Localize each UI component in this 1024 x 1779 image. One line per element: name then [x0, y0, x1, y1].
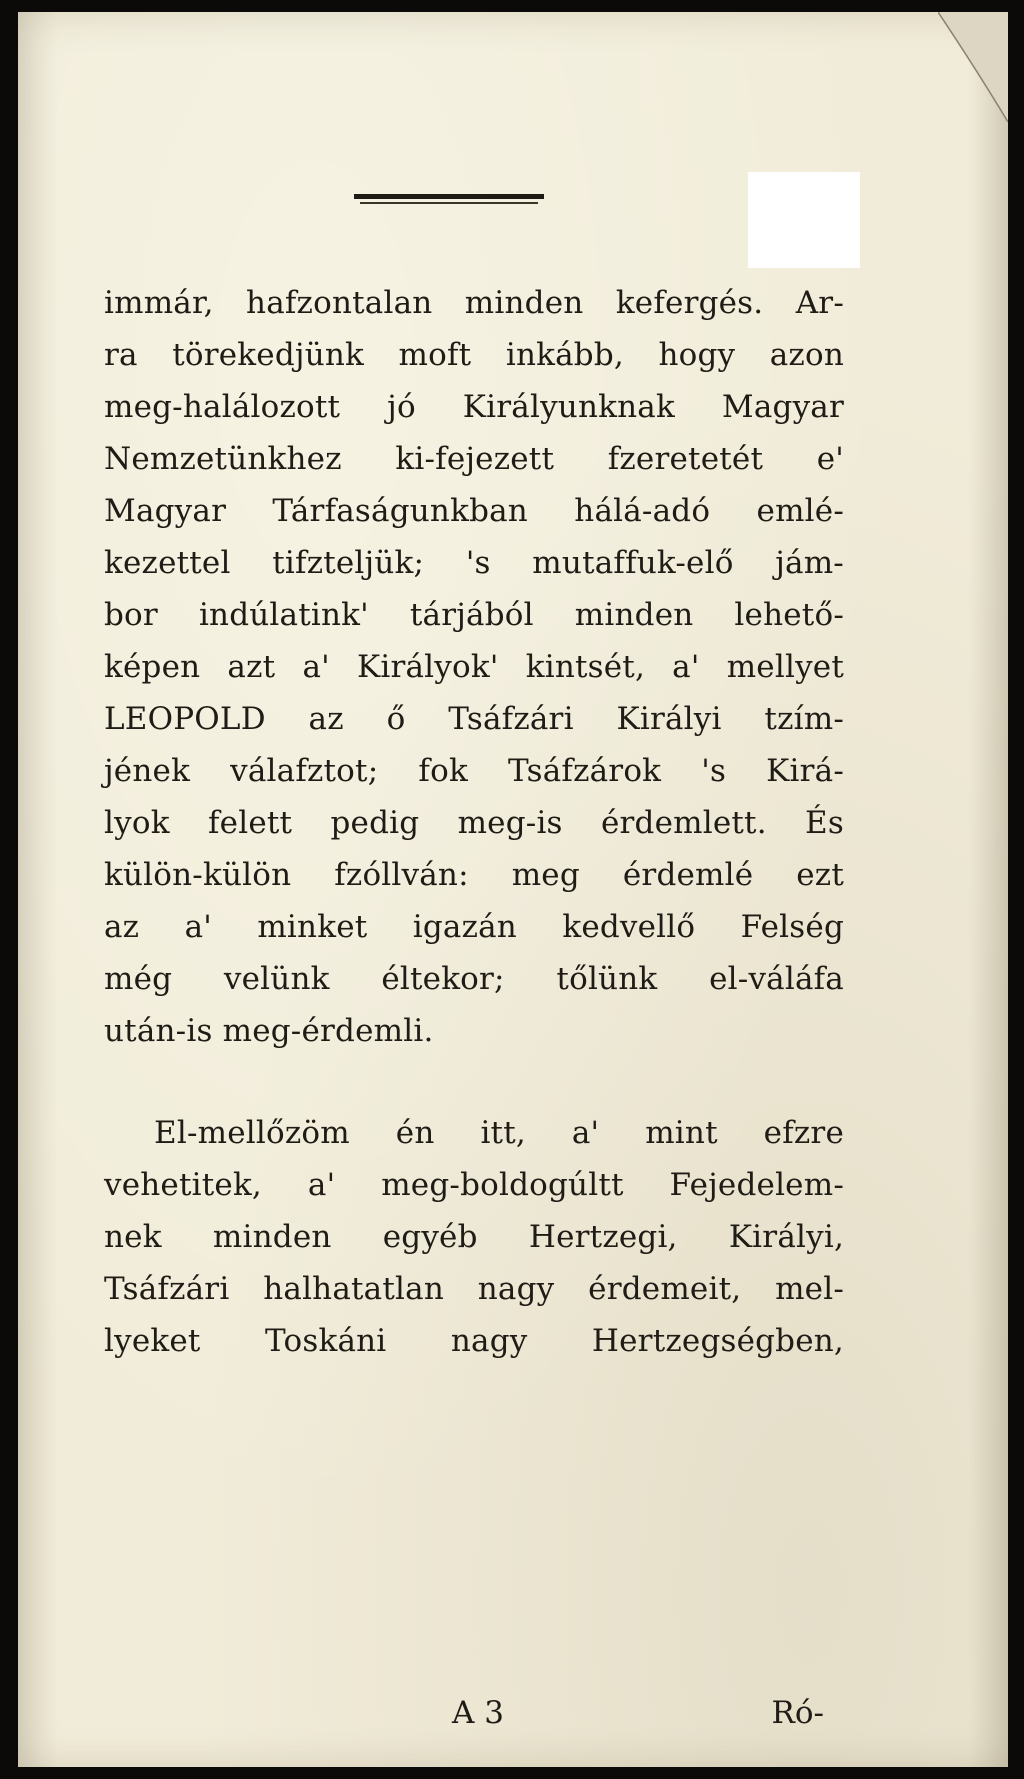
text-line: immár, hafzontalan minden kefergés. Ar- — [104, 285, 844, 321]
text-line: külön-külön fzóllván: meg érdemlé ezt — [104, 857, 844, 893]
text-line: Tsáfzári halhatatlan nagy érdemeit, mel- — [104, 1271, 844, 1307]
torn-corner — [938, 12, 1008, 122]
white-paper-patch — [748, 172, 860, 268]
text-line: Nemzetünkhez ki-fejezett fzeretetét e' — [104, 441, 844, 477]
ornament-thick-rule — [354, 194, 544, 199]
text-line: LEOPOLD az ő Tsáfzári Királyi tzím- — [104, 701, 844, 737]
page-text-block — [104, 277, 844, 1367]
page-footer — [104, 1687, 844, 1739]
text-line: még velünk éltekor; tőlünk el-váláfa — [104, 961, 844, 997]
text-line: vehetitek, a' meg-boldogúltt Fejedelem- — [104, 1167, 844, 1203]
text-line: az a' minket igazán kedvellő Felség — [104, 909, 844, 945]
text-line: El-mellőzöm én itt, a' mint efzre — [154, 1115, 844, 1151]
text-line: lyeket Toskáni nagy Hertzegségben, — [104, 1323, 844, 1359]
text-line: jének válafztot; fok Tsáfzárok 's Kirá- — [104, 753, 844, 789]
text-line: lyok felett pedig meg-is érdemlett. És — [104, 805, 844, 841]
signature-mark: A 3 — [452, 1695, 504, 1731]
text-line: kezettel tifzteljük; 's mutaffuk-elő jám- — [104, 545, 844, 581]
text-line: ra törekedjünk moft inkább, hogy azon — [104, 337, 844, 373]
header-ornament-rule — [354, 190, 544, 208]
text-line: bor indúlatink' tárjából minden lehető- — [104, 597, 844, 633]
ornament-thin-rule — [360, 202, 538, 204]
text-line: nek minden egyéb Hertzegi, Királyi, — [104, 1219, 844, 1255]
text-line: meg-halálozott jó Királyunknak Magyar — [104, 389, 844, 425]
catchword: Ró- — [771, 1695, 824, 1731]
text-line: képen azt a' Királyok' kintsét, a' mellyet — [104, 649, 844, 685]
text-line: Magyar Tárfaságunkban hálá-adó emlé- — [104, 493, 844, 529]
book-page — [18, 12, 1008, 1767]
text-line: után-is meg-érdemli. — [104, 1013, 434, 1049]
